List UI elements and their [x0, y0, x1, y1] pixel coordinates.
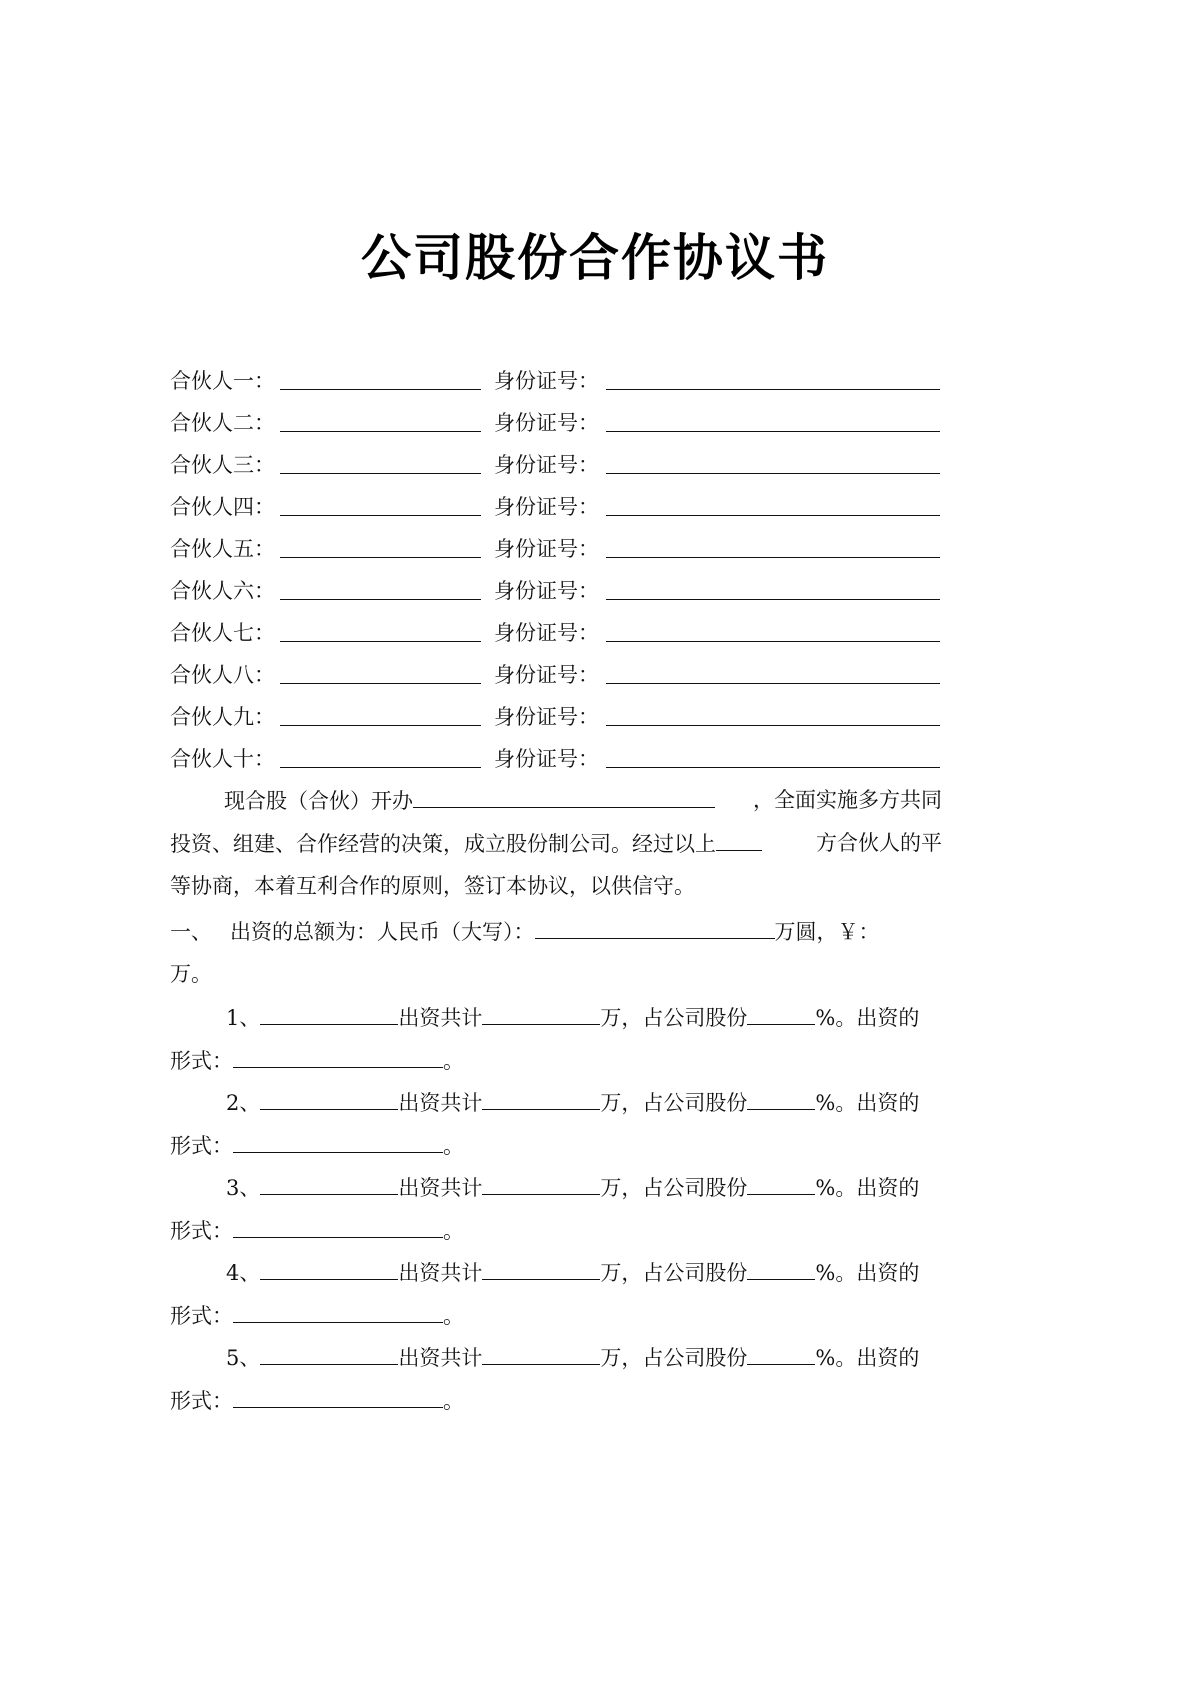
- form-label: 形式：: [170, 1134, 233, 1158]
- intro-line-1: [170, 785, 942, 816]
- contribution-form-line: [170, 1130, 942, 1161]
- partner-label: 合伙人六：: [170, 579, 275, 603]
- form-label: 形式：: [170, 1219, 233, 1243]
- contribution-text: 出资共计: [398, 1176, 483, 1200]
- contribution-line: [170, 1257, 942, 1288]
- id-number-label: 身份证号：: [494, 579, 599, 603]
- contribution-form-line: [170, 1045, 942, 1076]
- partner-label: 合伙人七：: [170, 621, 275, 645]
- contribution-number: 5、: [226, 1346, 261, 1370]
- id-number-label: 身份证号：: [494, 621, 599, 645]
- amount-field[interactable]: [482, 1087, 600, 1110]
- id-number-label: 身份证号：: [494, 537, 599, 561]
- intro-line-3: 等协商，本着互利合作的原则，签订本协议，以供信守。: [170, 874, 695, 898]
- share-percent-field[interactable]: [747, 1002, 815, 1025]
- amount-field[interactable]: [482, 1257, 600, 1280]
- contribution-text: 万，占公司股份: [600, 1091, 748, 1115]
- contribution-text: 出资共计: [398, 1091, 483, 1115]
- id-number-label: 身份证号：: [494, 495, 599, 519]
- contribution-text: %。出资的: [815, 1091, 920, 1115]
- partner-row: [170, 492, 942, 522]
- contribution-text: 万，占公司股份: [600, 1261, 748, 1285]
- form-end: 。: [443, 1389, 464, 1413]
- partner-name-field[interactable]: [280, 683, 481, 684]
- contribution-text: 出资共计: [398, 1261, 483, 1285]
- contribution-form-line: [170, 1385, 942, 1416]
- share-percent-field[interactable]: [747, 1257, 815, 1280]
- section-number: 一、: [170, 920, 212, 944]
- section-1-line: [170, 916, 942, 947]
- contributor-field[interactable]: [260, 1257, 398, 1280]
- contribution-text: %。出资的: [815, 1261, 920, 1285]
- partner-row: [170, 576, 942, 606]
- partner-label: 合伙人一：: [170, 369, 275, 393]
- id-number-label: 身份证号：: [494, 705, 599, 729]
- partner-name-field[interactable]: [280, 767, 481, 768]
- share-percent-field[interactable]: [747, 1172, 815, 1195]
- partner-row: [170, 618, 942, 648]
- contribution-form-field[interactable]: [233, 1045, 443, 1068]
- intro-text: 现合股（合伙）开办: [224, 789, 413, 813]
- contribution-text: 出资共计: [398, 1346, 483, 1370]
- section-text: 出资的总额为：人民币（大写）：: [230, 920, 535, 944]
- partner-row: [170, 366, 942, 396]
- contributor-field[interactable]: [260, 1002, 398, 1025]
- partner-label: 合伙人九：: [170, 705, 275, 729]
- partner-row: [170, 534, 942, 564]
- contribution-form-field[interactable]: [233, 1130, 443, 1153]
- intro-line-2: [170, 828, 942, 859]
- contribution-number: 3、: [226, 1176, 261, 1200]
- partner-row: [170, 450, 942, 480]
- section-1-line-2: 万。: [170, 962, 212, 986]
- form-end: 。: [443, 1304, 464, 1328]
- share-percent-field[interactable]: [747, 1087, 815, 1110]
- contribution-form-field[interactable]: [233, 1385, 443, 1408]
- amount-field[interactable]: [482, 1172, 600, 1195]
- form-end: 。: [443, 1134, 464, 1158]
- partner-count-field[interactable]: [716, 828, 762, 851]
- section-text: 万圆，￥：: [774, 920, 880, 944]
- contribution-line: [170, 1342, 942, 1373]
- contributor-field[interactable]: [260, 1087, 398, 1110]
- contribution-form-line: [170, 1300, 942, 1331]
- form-label: 形式：: [170, 1049, 233, 1073]
- partner-name-field[interactable]: [280, 389, 481, 390]
- contribution-number: 1、: [226, 1006, 261, 1030]
- contribution-text: %。出资的: [815, 1346, 920, 1370]
- document-title: 公司股份合作协议书: [361, 229, 829, 287]
- contributor-field[interactable]: [260, 1172, 398, 1195]
- total-amount-uppercase-field[interactable]: [535, 916, 775, 939]
- id-number-label: 身份证号：: [494, 411, 599, 435]
- form-label: 形式：: [170, 1389, 233, 1413]
- contribution-number: 4、: [226, 1261, 261, 1285]
- partner-label: 合伙人八：: [170, 663, 275, 687]
- id-number-field[interactable]: [606, 515, 940, 516]
- id-number-field[interactable]: [606, 473, 940, 474]
- partner-label: 合伙人四：: [170, 495, 275, 519]
- id-number-field[interactable]: [606, 557, 940, 558]
- contribution-text: %。出资的: [815, 1176, 920, 1200]
- partner-row: [170, 660, 942, 690]
- id-number-field[interactable]: [606, 599, 940, 600]
- contribution-text: 万，占公司股份: [600, 1176, 748, 1200]
- id-number-field[interactable]: [606, 389, 940, 390]
- amount-field[interactable]: [482, 1002, 600, 1025]
- contribution-line: [170, 1172, 942, 1203]
- partner-row: [170, 702, 942, 732]
- partner-name-field[interactable]: [280, 725, 481, 726]
- partner-row: [170, 408, 942, 438]
- form-label: 形式：: [170, 1304, 233, 1328]
- partner-label: 合伙人五：: [170, 537, 275, 561]
- company-name-field[interactable]: [413, 785, 715, 808]
- contribution-text: 出资共计: [398, 1006, 483, 1030]
- contribution-form-line: [170, 1215, 942, 1246]
- id-number-label: 身份证号：: [494, 747, 599, 771]
- contribution-form-field[interactable]: [233, 1300, 443, 1323]
- partner-label: 合伙人二：: [170, 411, 275, 435]
- partner-name-field[interactable]: [280, 473, 481, 474]
- id-number-field[interactable]: [606, 767, 940, 768]
- contribution-form-field[interactable]: [233, 1215, 443, 1238]
- form-end: 。: [443, 1219, 464, 1243]
- contribution-text: 万，占公司股份: [600, 1346, 748, 1370]
- id-number-label: 身份证号：: [494, 369, 599, 393]
- partner-name-field[interactable]: [280, 599, 481, 600]
- partner-row: [170, 744, 942, 774]
- partner-name-field[interactable]: [280, 641, 481, 642]
- contribution-number: 2、: [226, 1091, 261, 1115]
- contribution-text: %。出资的: [815, 1006, 920, 1030]
- contribution-text: 万，占公司股份: [600, 1006, 748, 1030]
- intro-text: 投资、组建、合作经营的决策，成立股份制公司。经过以上: [170, 832, 716, 856]
- partner-name-field[interactable]: [280, 431, 481, 432]
- intro-text: 方合伙人的平: [816, 831, 942, 855]
- id-number-field[interactable]: [606, 431, 940, 432]
- amount-field[interactable]: [482, 1342, 600, 1365]
- share-percent-field[interactable]: [747, 1342, 815, 1365]
- id-number-field[interactable]: [606, 725, 940, 726]
- form-end: 。: [443, 1049, 464, 1073]
- id-number-label: 身份证号：: [494, 453, 599, 477]
- id-number-label: 身份证号：: [494, 663, 599, 687]
- contribution-line: [170, 1002, 942, 1033]
- intro-text: ，全面实施多方共同: [753, 788, 942, 812]
- partner-label: 合伙人三：: [170, 453, 275, 477]
- partner-label: 合伙人十：: [170, 747, 275, 771]
- id-number-field[interactable]: [606, 641, 940, 642]
- contributor-field[interactable]: [260, 1342, 398, 1365]
- contribution-line: [170, 1087, 942, 1118]
- partner-name-field[interactable]: [280, 515, 481, 516]
- partner-name-field[interactable]: [280, 557, 481, 558]
- id-number-field[interactable]: [606, 683, 940, 684]
